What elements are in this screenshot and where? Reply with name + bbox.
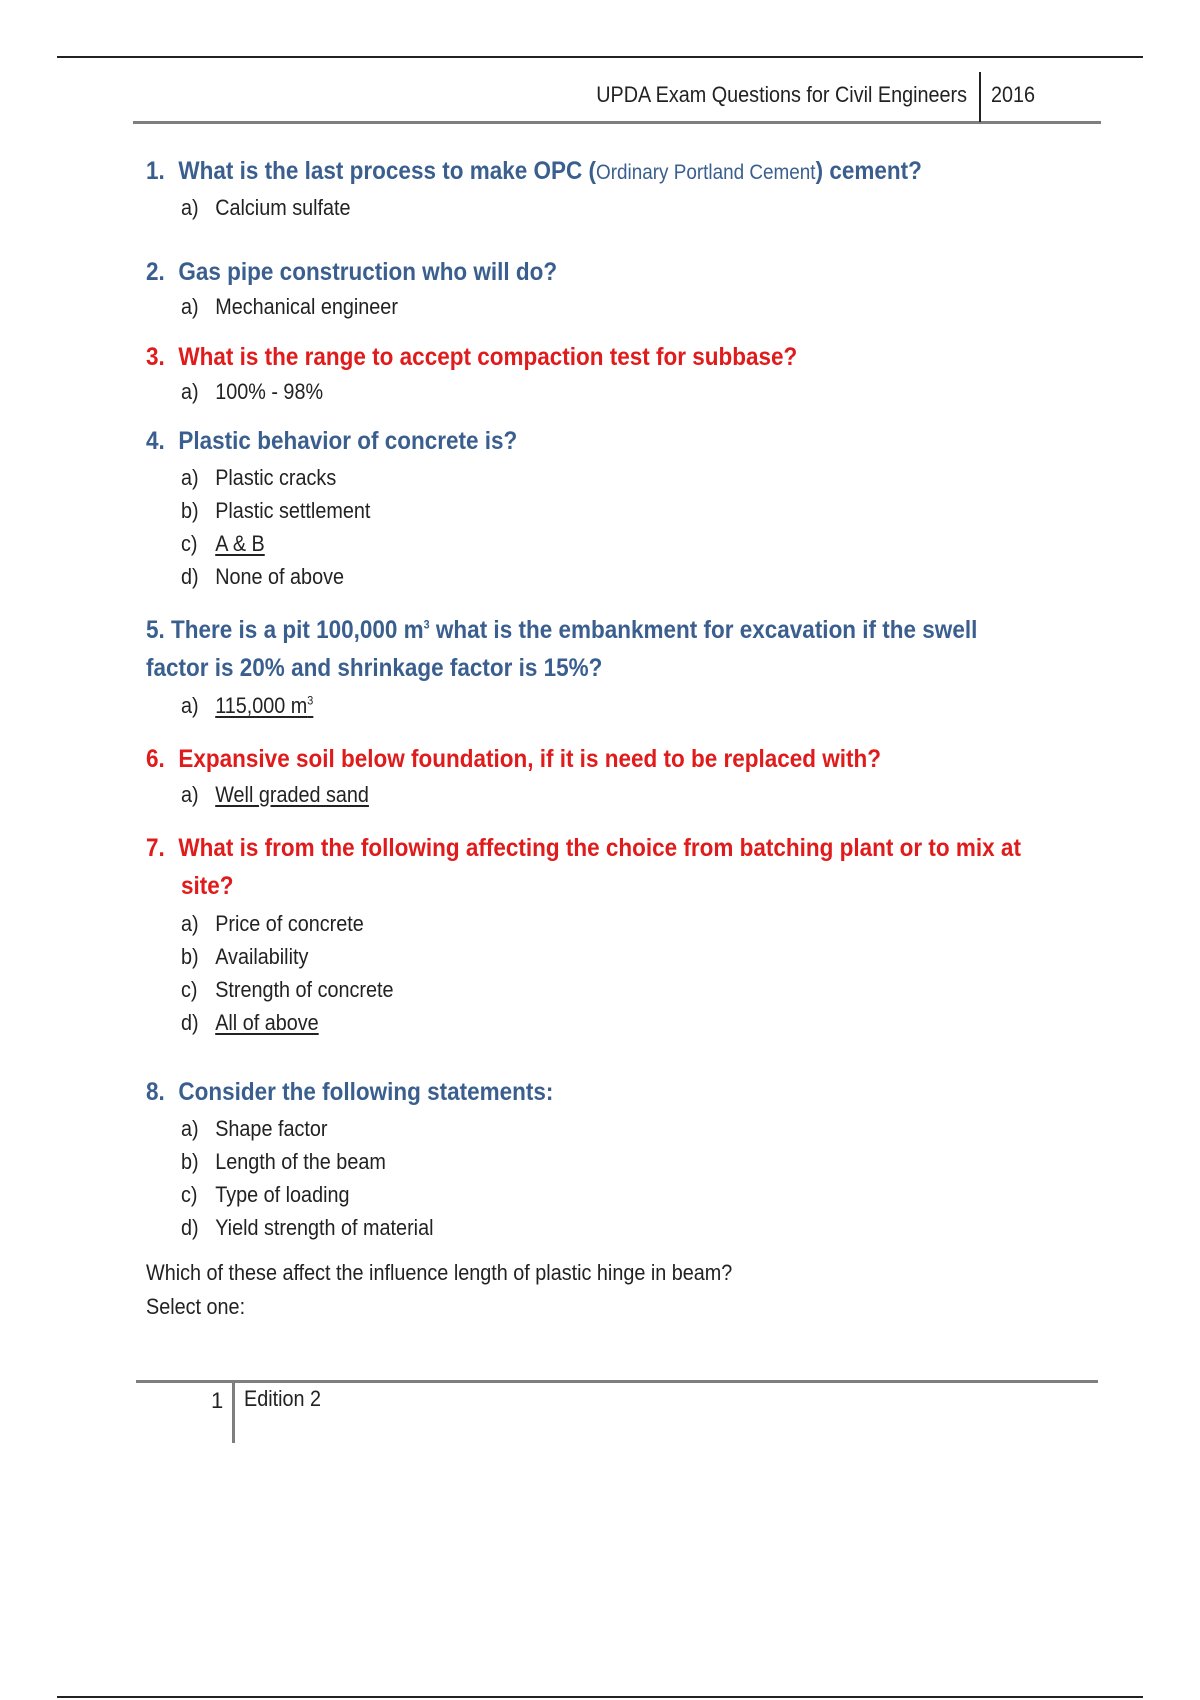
option-text: 115,000 m: [215, 693, 308, 718]
question-text: What is the last process to make OPC (: [178, 157, 597, 185]
question-text: Plastic behavior of concrete is?: [178, 427, 518, 455]
option-letter: a): [181, 294, 199, 319]
question-number: 8.: [146, 1078, 165, 1106]
option-text: Yield strength of material: [215, 1215, 434, 1240]
question-text: What is the range to accept compaction test for subbase?: [178, 343, 798, 371]
option: [181, 193, 351, 223]
option-letter: a): [181, 465, 199, 490]
option-text: Calcium sulfate: [215, 195, 351, 220]
option-text: Strength of concrete: [215, 977, 394, 1002]
option-letter: d): [181, 1215, 199, 1240]
option: [181, 1213, 433, 1243]
option-text: Availability: [215, 944, 309, 969]
question-5: [146, 611, 977, 649]
option: [181, 1114, 327, 1144]
option-letter: d): [181, 564, 199, 589]
bottom-rule: [57, 1696, 1143, 1698]
top-rule: [57, 56, 1143, 58]
header-title: UPDA Exam Questions for Civil Engineers: [596, 82, 967, 107]
option: [181, 496, 370, 526]
question-text-normal: Ordinary Portland Cement: [596, 161, 816, 184]
question-number: 7.: [146, 834, 165, 862]
option: [181, 292, 398, 322]
question-1: [146, 152, 922, 192]
option-letter: c): [181, 531, 198, 556]
option-letter: d): [181, 1010, 199, 1035]
question-7-line-2: [181, 867, 234, 905]
option-letter: a): [181, 782, 199, 807]
question-4: [146, 422, 517, 460]
option: [181, 529, 265, 559]
option: [181, 562, 344, 592]
superscript: 3: [423, 617, 430, 632]
question-7: [146, 829, 1021, 867]
option-text: Price of concrete: [215, 911, 364, 936]
option-text: Mechanical engineer: [215, 294, 398, 319]
question-text-line2: factor is 20% and shrinkage factor is 15%?: [146, 654, 603, 682]
option: [181, 942, 308, 972]
option-letter: c): [181, 1182, 198, 1207]
question-text: Expansive soil below foundation, if it is need to be replaced with?: [178, 745, 882, 773]
question-number: 3.: [146, 343, 165, 371]
option: [181, 909, 364, 939]
question-text-end: ) cement?: [815, 157, 922, 185]
option-text-answer: [215, 693, 313, 718]
option-letter: c): [181, 977, 198, 1002]
option-letter: a): [181, 195, 199, 220]
option: [181, 1180, 350, 1210]
question-text: Consider the following statements:: [178, 1078, 554, 1106]
question-2: [146, 253, 557, 291]
question-6: [146, 740, 881, 778]
option: [181, 691, 313, 721]
question-3: [146, 338, 797, 376]
question-8: [146, 1073, 553, 1111]
option-letter: b): [181, 1149, 199, 1174]
superscript: 3: [307, 693, 314, 708]
option: [181, 1008, 319, 1038]
option-text: 100% - 98%: [215, 379, 324, 404]
option-letter: a): [181, 379, 199, 404]
option-letter: a): [181, 1116, 199, 1141]
option-letter: b): [181, 944, 199, 969]
option-text: None of above: [215, 564, 344, 589]
followup-question: Which of these affect the influence length of plastic hinge in beam?: [146, 1260, 733, 1285]
option: [181, 377, 323, 407]
question-text-line2: site?: [181, 872, 234, 900]
header-year: 2016: [991, 82, 1036, 107]
option: [181, 780, 369, 810]
question-number: 5.: [146, 616, 165, 644]
question-number: 6.: [146, 745, 165, 773]
option-text: Type of loading: [215, 1182, 350, 1207]
question-number: 2.: [146, 258, 165, 286]
edition-label: Edition 2: [244, 1386, 322, 1411]
header-separator: [979, 72, 981, 122]
option-text: Length of the beam: [215, 1149, 386, 1174]
question-text: What is from the following affecting the choice from batching plant or to mix at: [178, 834, 1021, 862]
option: [181, 463, 336, 493]
question-text: There is a pit 100,000 m: [171, 616, 424, 644]
option-letter: b): [181, 498, 199, 523]
option-text-answer: A & B: [215, 531, 265, 556]
option-letter: a): [181, 693, 199, 718]
option: [181, 1147, 386, 1177]
question-5-line-2: [146, 649, 602, 687]
select-one-label: Select one:: [146, 1294, 246, 1319]
question-number: 4.: [146, 427, 165, 455]
option-text: Plastic cracks: [215, 465, 337, 490]
option-letter: a): [181, 911, 199, 936]
footer-rule: [136, 1380, 1098, 1383]
option-text: Shape factor: [215, 1116, 328, 1141]
question-text: Gas pipe construction who will do?: [178, 258, 558, 286]
option-text: Plastic settlement: [215, 498, 371, 523]
footer-separator: [232, 1383, 235, 1443]
option-text-answer: All of above: [215, 1010, 319, 1035]
question-number: 1.: [146, 157, 165, 185]
question-text-cont: what is the embankment for excavation if the swell: [429, 616, 978, 644]
page-number: 1: [211, 1388, 224, 1413]
page-header: [133, 72, 1101, 124]
option: [181, 975, 394, 1005]
option-text-answer: Well graded sand: [215, 782, 369, 807]
